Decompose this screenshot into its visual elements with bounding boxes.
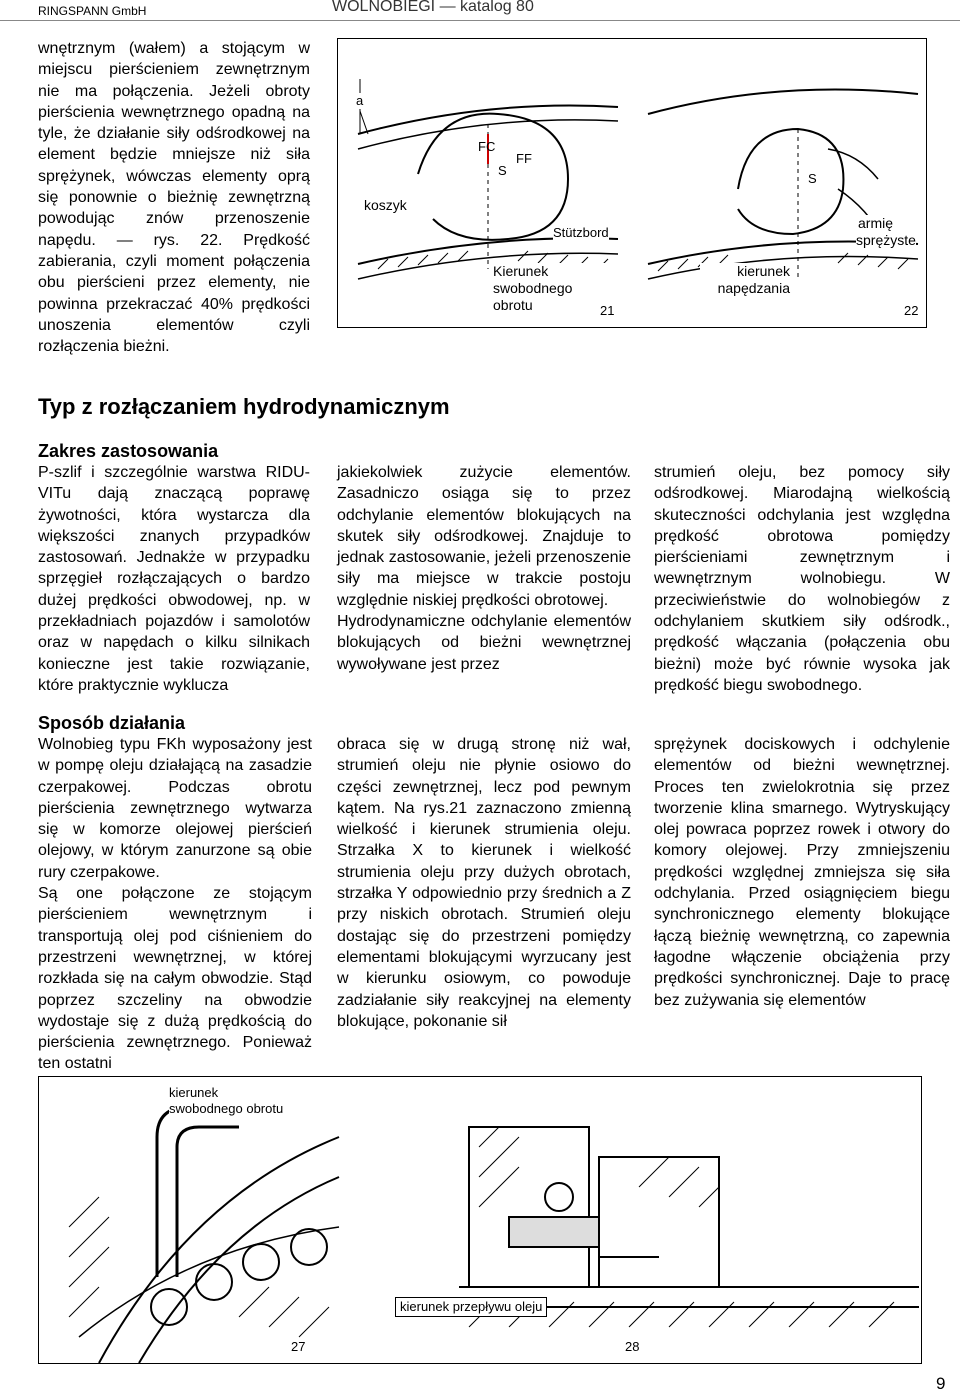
sposob-col3-text: sprężynek dociskowych i odchylenie elementów od bieżni wewnętrznej. Proces ten zwielokrotnia się przez tworzenie klina smarnego. Wytryskujący olej powraca poprzez rowek i otwory do komory olejowej. Przy zmniejszeniu prędkości względnej zmniejsza się siła odchylania. Przed osiągnięciem biegu synchronicznego elementy blokujące łączą bieżnię wewnętrzną, co zapewnia łagodne włączenie obciążenia przy prędkości synchronicznej. Daje to pracę bez zużywania się elementów bbox=[654, 736, 950, 1009]
sposob-col3 bbox=[654, 734, 950, 1011]
label-sprezyste: sprężyste bbox=[856, 232, 916, 248]
label-fc: FC bbox=[478, 139, 496, 154]
label-armie: armię bbox=[858, 215, 894, 231]
section-title: Typ z rozłączaniem hydrodynamicznym bbox=[38, 394, 450, 419]
label-kierunek-napedzania: kierunek napędzania bbox=[700, 263, 790, 297]
zakres-col2-p1: jakiekolwiek zużycie elementów. Zasadniczo osiąga się to przez odchylanie elementów blokujących na skutek siły odśrodkowej. Znajduje to jednak zastosowanie, jeżeli przenoszenie siły ma miejsce w trakcie postoju względnie niskiej prędkości obrotowej. bbox=[337, 464, 631, 609]
label-ff: FF bbox=[516, 151, 532, 166]
zakres-col3 bbox=[654, 462, 950, 696]
figure-21-22 bbox=[337, 38, 927, 328]
zakres-col2 bbox=[337, 462, 631, 675]
zakres-col3-text: strumień oleju, bez pomocy siły odśrodkowej. Miarodajną wielkością skuteczności odchylania jest względna prędkość obrotowa pomiędzy pierścieniami zewnętrznym i wewnętrznym wolnobiegu. W przeciwieństwie do wolnobiegów z odchylaniem skutkiem siły odśrodk., prędkość włączania (połączenia obu bieżni) może być równie wysoka jak prędkość biegu swobodnego. bbox=[654, 464, 950, 694]
zakres-col1 bbox=[38, 440, 310, 696]
page-number: 9 bbox=[936, 1374, 946, 1393]
panel-28-art bbox=[459, 1127, 919, 1307]
header-company: RINGSPANN GmbH bbox=[38, 4, 147, 18]
label-kierunek-przeplywu-oleju: kierunek przepływu oleju bbox=[395, 1297, 547, 1317]
sposob-col1-p2: Są one połączone ze stojącym pierścieniem wewnętrznym i transportują olej pod ciśnieniem do przestrzeni wewnętrznej, w której rozkłada się na całym obwodzie. Stąd poprzez szczeliny na obwodzie wydostaje się z dużą prędkością do pierścienia zewnętrznego. Ponieważ ten ostatni bbox=[38, 885, 312, 1073]
panel-22-art bbox=[648, 90, 918, 280]
zakres-col2-p2: Hydrodynamiczne odchylanie elementów blokujących od bieżni wewnętrznej wywoływane jest przez bbox=[337, 613, 631, 673]
panel-27-art bbox=[79, 1107, 339, 1363]
label-stutzbord: Stützbord bbox=[553, 225, 609, 240]
top-left-paragraph bbox=[38, 38, 310, 357]
top-left-text: wnętrznym (wałem) a stojącym w miejscu pierścieniem zewnętrznym nie ma połączenia. Jeżeli obroty pierścienia wewnętrznego opadną na tyle, że działanie siły odśrodkowej na element będzie mniejsze niż siła sprężynek, wówczas elementy oprą się ponownie o bieżnię zewnętrzną powodując znów przenoszenie napędu. — rys. 22. Prędkość zabierania, czyli moment połączenia obu pierścieni przez elementy, nie powinna przekraczać 40% prędkości unoszenia elementów czyli rozłączenia bieżni. bbox=[38, 40, 310, 356]
header-title: WOLNOBIEGI — katalog 80 bbox=[332, 0, 534, 15]
label-kierunek-swobodnego-obrotu: kierunek swobodnego obrotu bbox=[169, 1085, 289, 1117]
label-s: S bbox=[498, 163, 507, 178]
panel-21-art bbox=[358, 79, 618, 279]
figure-21-22-drawing bbox=[338, 39, 926, 327]
sposob-col1-p1: Wolnobieg typu FKh wyposażony jest w pompę oleju działającą na zasadzie czerpakowej. Podczas obrotu pierścienia zewnętrznego wytwarza się w komorze olejowej pierścień olejowy, w którym zanurzone są obie rury czerpakowe. bbox=[38, 736, 312, 881]
zakres-col1-text: P-szlif i szczególnie warstwa RIDU-VITu dają znaczącą poprawę żywotności, która wystarcza dla większości znanych przypadków zastosowań. Jednakże w przypadku sprzęgieł rozłączających o bardzo dużej prędkości obwodowej, np. w przekładniach pojazdów i samolotów oraz w napędach o kilku silnikach konieczne jest takie rozwiązanie, które praktycznie wyklucza bbox=[38, 464, 310, 694]
panel-27-hatch bbox=[69, 1197, 329, 1337]
header-rule bbox=[0, 20, 960, 21]
figure-27-28-drawing bbox=[39, 1077, 921, 1363]
label-a: a bbox=[356, 93, 364, 108]
figure-number-28: 28 bbox=[625, 1339, 640, 1354]
sposob-col2 bbox=[337, 734, 631, 1032]
figure-number-27: 27 bbox=[291, 1339, 306, 1354]
figure-number-22: 22 bbox=[904, 303, 919, 318]
sposob-heading: Sposób działania bbox=[38, 713, 186, 733]
zakres-heading: Zakres zastosowania bbox=[38, 441, 219, 461]
sposob-col1 bbox=[38, 712, 312, 1075]
label-koszyk: koszyk bbox=[364, 197, 407, 213]
label-kierunek-swobodnego: Kierunek swobodnego obrotu bbox=[493, 263, 613, 314]
label-s-right: S bbox=[808, 171, 817, 186]
figure-number-21: 21 bbox=[600, 303, 615, 318]
figure-27-28 bbox=[38, 1076, 922, 1364]
sposob-col2-text: obraca się w drugą stronę niż wał, strumień oleju nie płynie osiowo do części zewnętrznej, lecz pod pewnym kątem. Na rys.21 zaznaczono zmienną wielkość i kierunek strumienia oleju. Strzałka X to kierunek i wielkość strumienia oleju przy dużych obrotach, strzałka Y odpowiednio przy średnich a Z przy niskich obrotach. Strumień oleju dostając się do przestrzeni pomiędzy elementami blokującymi wyrzucany jest w kierunku osiowym, co powoduje zadziałanie siły reakcyjnej na elementy blokujące, pokonanie sił bbox=[337, 736, 631, 1030]
